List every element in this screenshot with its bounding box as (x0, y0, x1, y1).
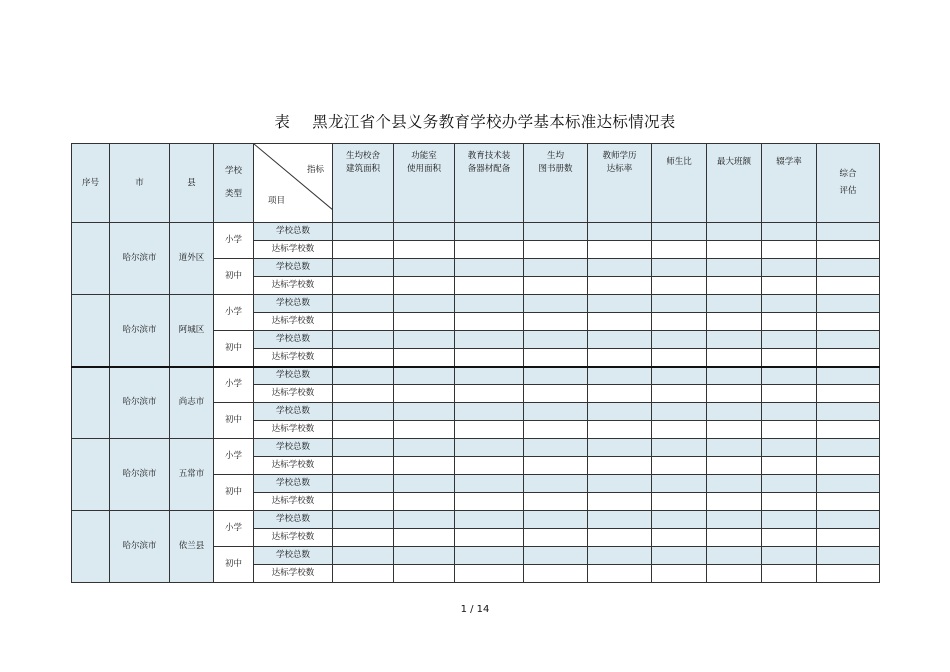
data-cell (455, 547, 524, 565)
data-cell (394, 349, 455, 367)
data-cell (707, 457, 762, 475)
header-col-2: 功能室 使用面积 (394, 144, 455, 223)
data-cell (652, 403, 707, 421)
data-cell (455, 295, 524, 313)
county-cell: 道外区 (170, 223, 214, 295)
title-prefix: 表 (274, 113, 291, 131)
data-cell (652, 475, 707, 493)
data-cell (762, 385, 817, 403)
data-cell (707, 439, 762, 457)
data-cell (333, 439, 394, 457)
data-cell (524, 547, 588, 565)
data-cell (707, 403, 762, 421)
data-cell (588, 367, 652, 385)
header-col-9: 综合 评估 (817, 144, 880, 223)
item-total-schools: 学校总数 (254, 295, 333, 313)
data-cell (588, 259, 652, 277)
county-cell: 五常市 (170, 439, 214, 511)
header-col-4: 生均 图书册数 (524, 144, 588, 223)
seq-cell (72, 295, 110, 367)
data-cell (652, 493, 707, 511)
data-cell (817, 421, 880, 439)
data-cell (817, 367, 880, 385)
data-cell (394, 403, 455, 421)
school-type-junior: 初中 (214, 547, 254, 583)
data-cell (524, 385, 588, 403)
data-cell (455, 367, 524, 385)
table-row (72, 511, 880, 529)
school-type-primary: 小学 (214, 511, 254, 547)
data-cell (394, 241, 455, 259)
data-cell (394, 421, 455, 439)
data-cell (652, 439, 707, 457)
data-cell (817, 565, 880, 583)
data-cell (524, 403, 588, 421)
data-cell (707, 547, 762, 565)
item-qualified-schools: 达标学校数 (254, 349, 333, 367)
data-cell (455, 493, 524, 511)
data-cell (394, 313, 455, 331)
header-school-type: 学校 类型 (214, 144, 254, 223)
data-cell (707, 295, 762, 313)
header-item: 项目 (268, 196, 286, 206)
data-cell (333, 385, 394, 403)
table-row (72, 295, 880, 313)
table-row (72, 223, 880, 241)
data-cell (333, 349, 394, 367)
data-cell (455, 349, 524, 367)
item-qualified-schools: 达标学校数 (254, 565, 333, 583)
data-cell (817, 259, 880, 277)
data-cell (588, 547, 652, 565)
data-cell (333, 295, 394, 313)
data-cell (333, 277, 394, 295)
data-cell (652, 223, 707, 241)
header-county: 县 (170, 144, 214, 223)
data-cell (524, 493, 588, 511)
data-cell (762, 421, 817, 439)
city-cell: 哈尔滨市 (110, 223, 170, 295)
data-cell (707, 259, 762, 277)
data-cell (333, 457, 394, 475)
data-cell (394, 565, 455, 583)
data-cell (394, 511, 455, 529)
header-col-6: 师生比 (652, 144, 707, 223)
data-cell (588, 241, 652, 259)
school-type-primary: 小学 (214, 295, 254, 331)
data-cell (588, 385, 652, 403)
data-cell (394, 493, 455, 511)
data-cell (524, 349, 588, 367)
data-cell (817, 475, 880, 493)
header-seq: 序号 (72, 144, 110, 223)
data-cell (588, 439, 652, 457)
item-qualified-schools: 达标学校数 (254, 241, 333, 259)
data-cell (707, 223, 762, 241)
data-cell (455, 385, 524, 403)
data-cell (524, 367, 588, 385)
data-cell (588, 295, 652, 313)
data-cell (707, 475, 762, 493)
data-cell (524, 475, 588, 493)
data-cell (394, 277, 455, 295)
title-text: 黑龙江省个县义务教育学校办学基本标准达标情况表 (312, 113, 676, 131)
data-cell (762, 493, 817, 511)
data-cell (652, 349, 707, 367)
data-cell (394, 295, 455, 313)
item-qualified-schools: 达标学校数 (254, 277, 333, 295)
item-qualified-schools: 达标学校数 (254, 385, 333, 403)
data-cell (652, 529, 707, 547)
county-cell: 阿城区 (170, 295, 214, 367)
header-row (72, 144, 880, 223)
data-cell (762, 565, 817, 583)
data-cell (455, 439, 524, 457)
city-cell: 哈尔滨市 (110, 295, 170, 367)
data-cell (588, 421, 652, 439)
data-cell (762, 529, 817, 547)
school-type-junior: 初中 (214, 403, 254, 439)
data-cell (524, 511, 588, 529)
header-col-7: 最大班额 (707, 144, 762, 223)
data-cell (652, 565, 707, 583)
school-type-junior: 初中 (214, 259, 254, 295)
seq-cell (72, 511, 110, 583)
data-cell (652, 313, 707, 331)
data-cell (762, 439, 817, 457)
standards-table (71, 143, 880, 583)
data-cell (333, 223, 394, 241)
seq-cell (72, 223, 110, 295)
data-cell (707, 241, 762, 259)
data-cell (333, 511, 394, 529)
data-cell (762, 475, 817, 493)
data-cell (524, 331, 588, 349)
data-cell (455, 421, 524, 439)
data-cell (588, 529, 652, 547)
table-body (72, 223, 880, 583)
data-cell (524, 313, 588, 331)
data-cell (333, 313, 394, 331)
city-cell: 哈尔滨市 (110, 439, 170, 511)
header-indicator: 指标 (306, 165, 324, 175)
data-cell (588, 331, 652, 349)
data-cell (588, 511, 652, 529)
item-qualified-schools: 达标学校数 (254, 529, 333, 547)
item-total-schools: 学校总数 (254, 475, 333, 493)
city-cell: 哈尔滨市 (110, 367, 170, 439)
data-cell (524, 439, 588, 457)
data-cell (817, 439, 880, 457)
item-qualified-schools: 达标学校数 (254, 493, 333, 511)
item-qualified-schools: 达标学校数 (254, 421, 333, 439)
header-col-1: 生均校舍 建筑面积 (333, 144, 394, 223)
data-cell (707, 367, 762, 385)
data-cell (524, 565, 588, 583)
data-cell (524, 457, 588, 475)
data-cell (588, 277, 652, 295)
table-row (72, 367, 880, 385)
data-cell (707, 349, 762, 367)
data-cell (817, 295, 880, 313)
data-cell (652, 367, 707, 385)
diagonal-line (254, 144, 333, 210)
data-cell (524, 277, 588, 295)
header-col-5: 教师学历 达标率 (588, 144, 652, 223)
data-cell (707, 529, 762, 547)
data-cell (394, 457, 455, 475)
data-cell (455, 529, 524, 547)
data-cell (652, 331, 707, 349)
data-cell (333, 475, 394, 493)
document-title (0, 110, 950, 132)
data-cell (762, 349, 817, 367)
school-type-junior: 初中 (214, 331, 254, 367)
data-cell (524, 421, 588, 439)
data-cell (817, 223, 880, 241)
school-type-primary: 小学 (214, 223, 254, 259)
data-cell (762, 295, 817, 313)
data-cell (455, 259, 524, 277)
data-cell (333, 331, 394, 349)
item-total-schools: 学校总数 (254, 439, 333, 457)
data-cell (333, 367, 394, 385)
data-cell (588, 565, 652, 583)
data-cell (652, 511, 707, 529)
data-cell (817, 511, 880, 529)
data-cell (762, 223, 817, 241)
city-cell: 哈尔滨市 (110, 511, 170, 583)
data-cell (394, 529, 455, 547)
data-cell (762, 457, 817, 475)
data-cell (333, 565, 394, 583)
data-cell (588, 475, 652, 493)
data-cell (394, 475, 455, 493)
data-cell (394, 547, 455, 565)
data-cell (762, 259, 817, 277)
item-total-schools: 学校总数 (254, 367, 333, 385)
data-cell (652, 277, 707, 295)
header-col-8: 辍学率 (762, 144, 817, 223)
item-total-schools: 学校总数 (254, 511, 333, 529)
data-cell (817, 313, 880, 331)
school-type-primary: 小学 (214, 367, 254, 403)
data-cell (817, 457, 880, 475)
seq-cell (72, 439, 110, 511)
data-cell (652, 457, 707, 475)
data-cell (817, 277, 880, 295)
data-cell (817, 493, 880, 511)
item-qualified-schools: 达标学校数 (254, 457, 333, 475)
data-cell (707, 493, 762, 511)
data-cell (707, 511, 762, 529)
data-cell (707, 331, 762, 349)
item-total-schools: 学校总数 (254, 223, 333, 241)
data-cell (333, 241, 394, 259)
item-total-schools: 学校总数 (254, 331, 333, 349)
data-cell (817, 403, 880, 421)
data-cell (455, 313, 524, 331)
data-cell (394, 367, 455, 385)
data-cell (333, 421, 394, 439)
data-cell (588, 403, 652, 421)
county-cell: 尚志市 (170, 367, 214, 439)
data-cell (455, 223, 524, 241)
data-cell (588, 493, 652, 511)
data-cell (817, 331, 880, 349)
data-cell (652, 241, 707, 259)
data-cell (762, 403, 817, 421)
data-cell (333, 547, 394, 565)
data-cell (817, 349, 880, 367)
data-cell (455, 241, 524, 259)
item-qualified-schools: 达标学校数 (254, 313, 333, 331)
data-cell (652, 295, 707, 313)
data-cell (652, 385, 707, 403)
data-cell (524, 241, 588, 259)
data-cell (762, 367, 817, 385)
data-cell (455, 511, 524, 529)
data-cell (524, 529, 588, 547)
header-col-3: 教育技术装 备器材配备 (455, 144, 524, 223)
data-cell (333, 403, 394, 421)
data-cell (394, 223, 455, 241)
data-cell (762, 511, 817, 529)
item-total-schools: 学校总数 (254, 259, 333, 277)
school-type-junior: 初中 (214, 475, 254, 511)
data-cell (652, 421, 707, 439)
data-cell (394, 259, 455, 277)
data-cell (524, 259, 588, 277)
data-cell (455, 277, 524, 295)
data-cell (588, 223, 652, 241)
page-number: 1 / 14 (460, 604, 490, 615)
data-cell (707, 565, 762, 583)
data-cell (762, 277, 817, 295)
data-cell (524, 223, 588, 241)
data-cell (817, 385, 880, 403)
item-total-schools: 学校总数 (254, 403, 333, 421)
data-cell (707, 277, 762, 295)
data-cell (455, 457, 524, 475)
data-cell (817, 241, 880, 259)
data-cell (762, 241, 817, 259)
data-cell (588, 349, 652, 367)
data-cell (394, 439, 455, 457)
data-cell (762, 547, 817, 565)
seq-cell (72, 367, 110, 439)
data-cell (455, 475, 524, 493)
data-cell (333, 493, 394, 511)
item-total-schools: 学校总数 (254, 547, 333, 565)
data-cell (455, 403, 524, 421)
data-cell (707, 313, 762, 331)
header-city: 市 (110, 144, 170, 223)
data-cell (455, 565, 524, 583)
data-cell (652, 547, 707, 565)
data-cell (652, 259, 707, 277)
data-cell (588, 313, 652, 331)
data-cell (394, 385, 455, 403)
data-cell (524, 295, 588, 313)
data-cell (817, 547, 880, 565)
county-cell: 依兰县 (170, 511, 214, 583)
data-cell (394, 331, 455, 349)
data-cell (707, 385, 762, 403)
data-cell (333, 259, 394, 277)
school-type-primary: 小学 (214, 439, 254, 475)
data-cell (707, 421, 762, 439)
data-cell (333, 529, 394, 547)
data-cell (455, 331, 524, 349)
header-diagonal-cell (254, 144, 333, 223)
data-cell (817, 529, 880, 547)
table-row (72, 439, 880, 457)
data-cell (588, 457, 652, 475)
data-cell (762, 331, 817, 349)
data-cell (762, 313, 817, 331)
